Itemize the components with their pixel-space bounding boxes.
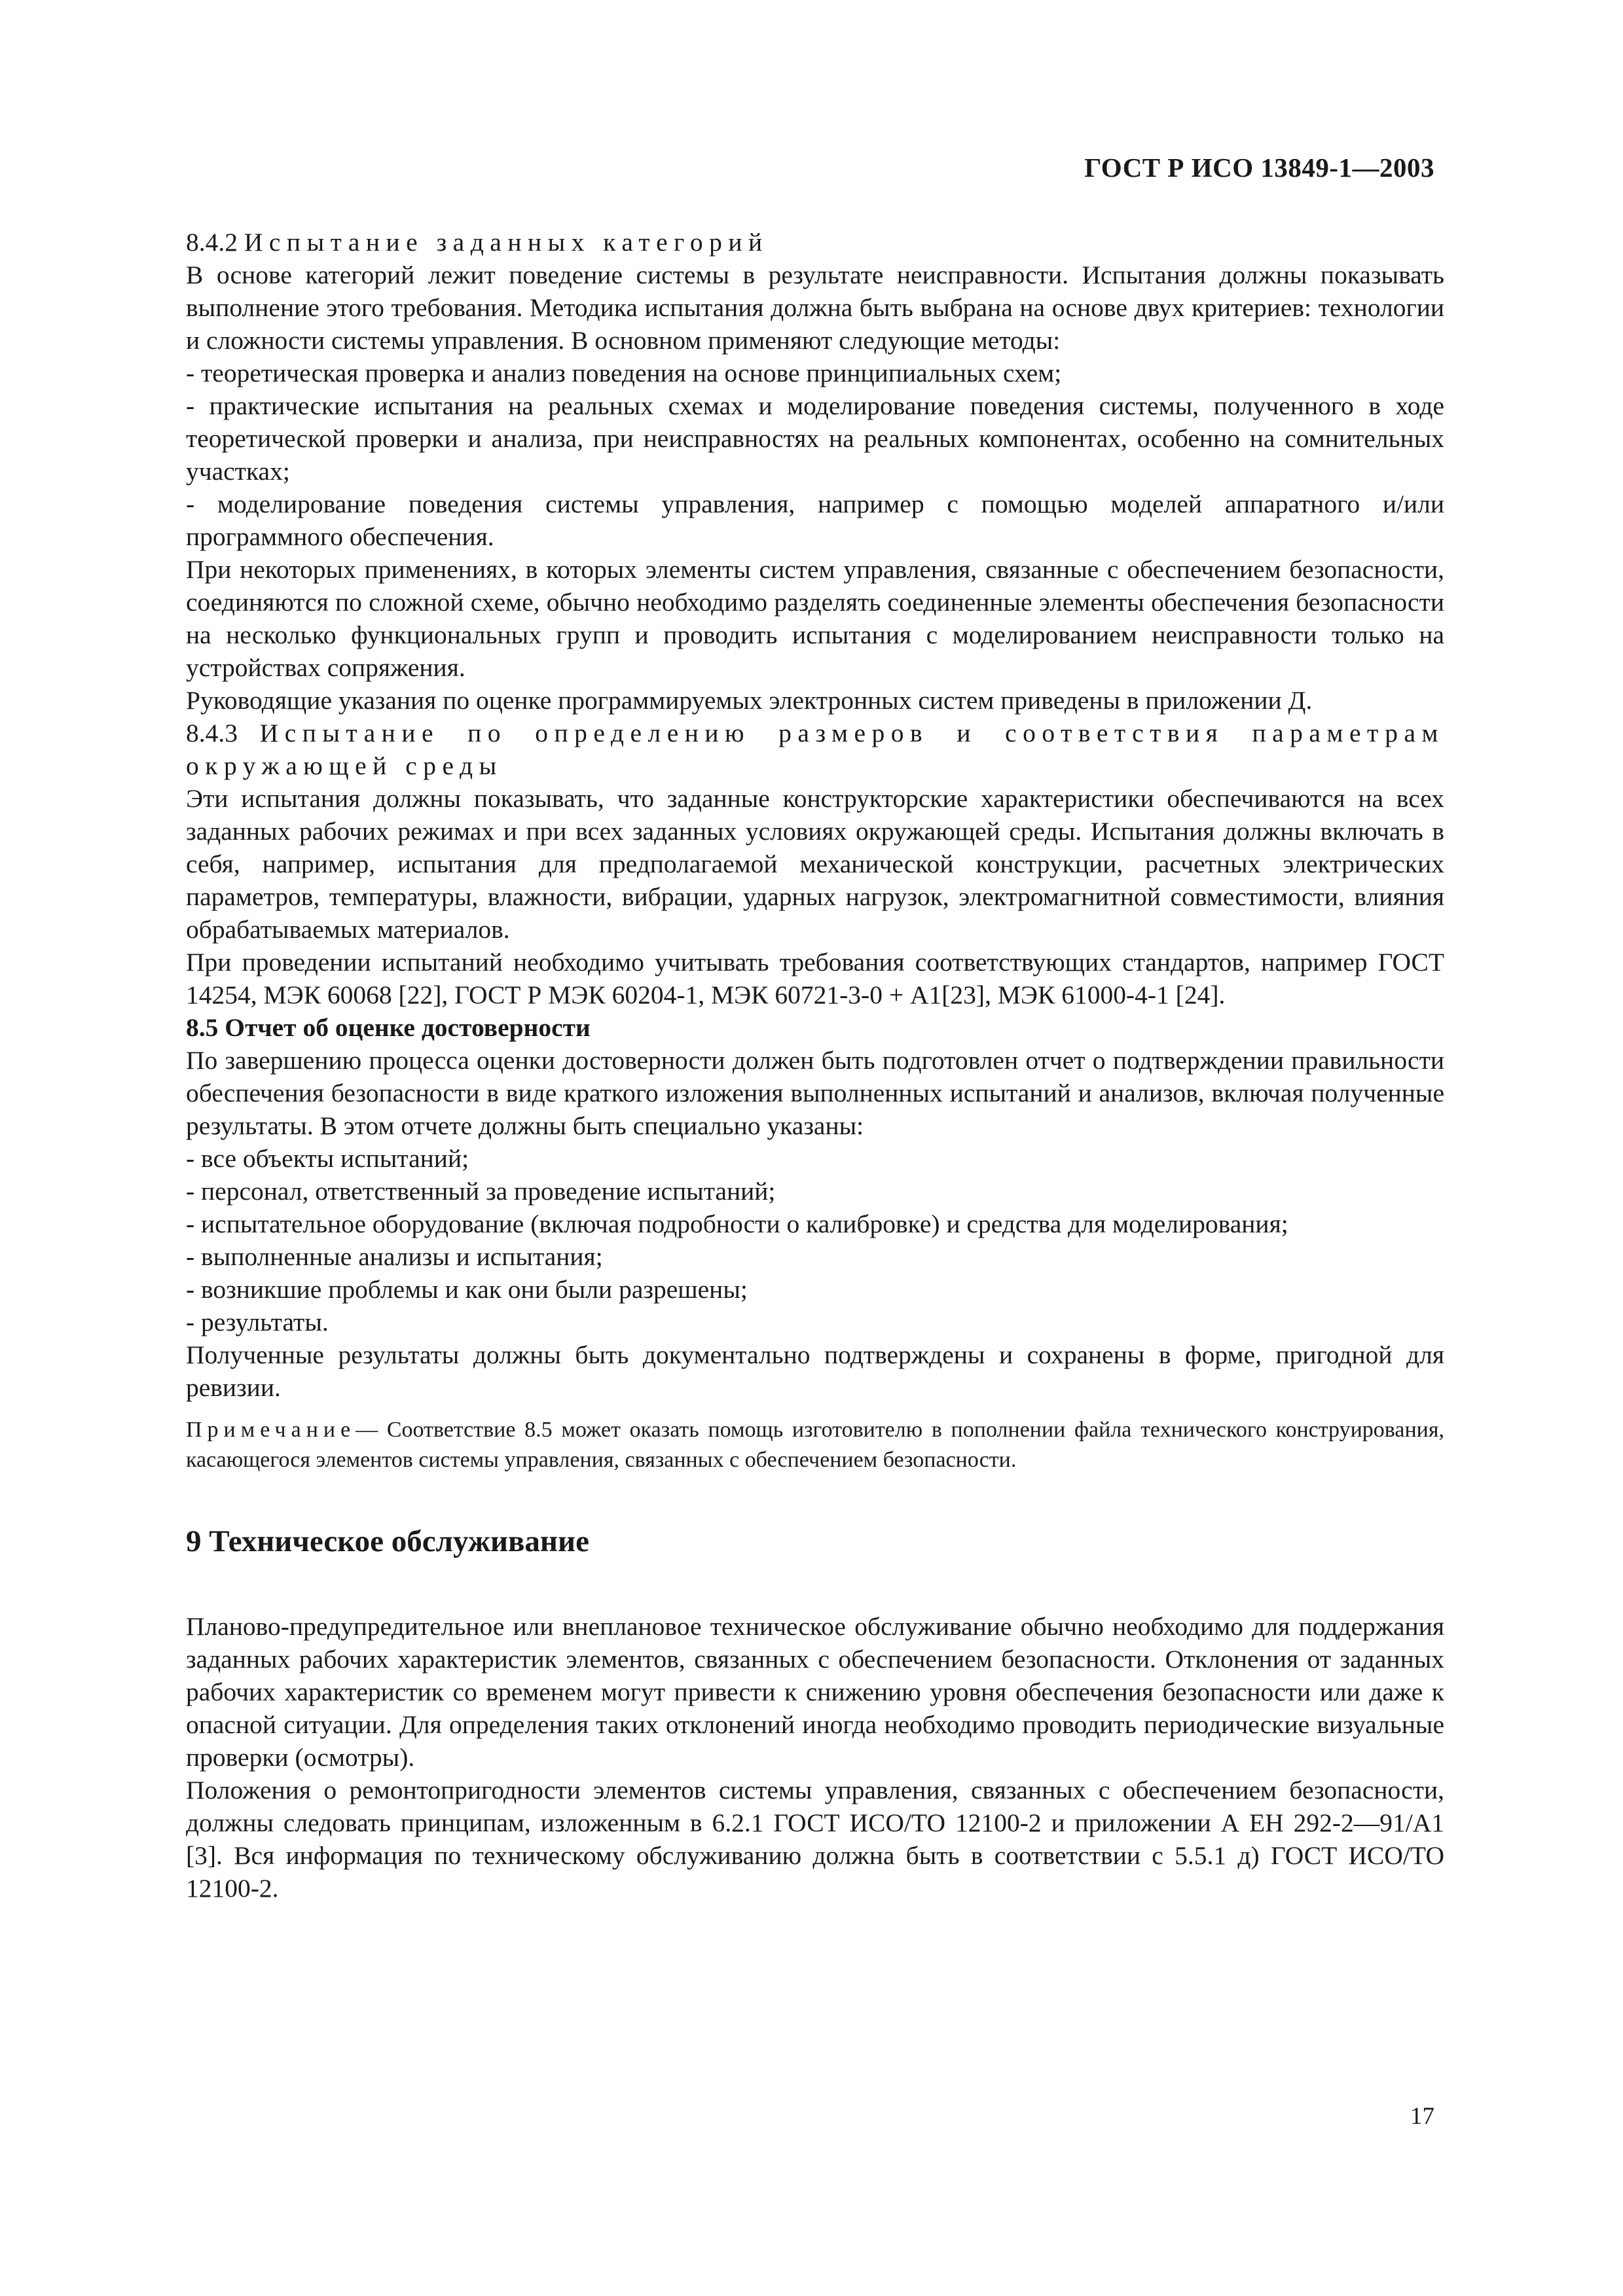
list-item: - результаты. [186, 1308, 329, 1336]
paragraph: Руководящие указания по оценке программируемых электронных систем приведены в приложении Д. [186, 686, 1313, 715]
subsection-number: 8.4.2 [186, 228, 238, 257]
note-text: — Соответствие 8.5 может оказать помощь изготовителю в пополнении файла технического конструирования, касающегося элементов системы управления, связанных с обеспечением безопасности. [186, 1418, 1444, 1472]
paragraph: При некоторых применениях, в которых элементы систем управления, связанные с обеспечением безопасности, соединяются по сложной схеме, обычно необходимо разделять соединенные элементы обеспечения безопасности на несколько функциональных групп и проводить испытания с моделированием неисправности только на устройствах сопряжения. [186, 555, 1444, 682]
paragraph: По завершению процесса оценки достоверности должен быть подготовлен отчет о подтверждении правильности обеспечения безопасности в виде краткого изложения выполненных испытаний и анализов, включая полученные результаты. В этом отчете должны быть специально указаны: [186, 1046, 1444, 1140]
subsection-title: Испытание по определению размеров и соответствия параметрам окружающей среды [186, 719, 1445, 780]
paragraph: Планово-предупредительное или внеплановое техническое обслуживание обычно необходимо для поддержания заданных рабочих характеристик элементов, связанных с обеспечением безопасности. Отклонения от заданных рабочих характеристик со временем могут привести к снижению уровня обеспечения безопасности или даже к опасной ситуации. Для определения таких отклонений иногда необходимо проводить периодические визуальные проверки (осмотры). [186, 1612, 1444, 1772]
list-item: - возникшие проблемы и как они были разрешены; [186, 1275, 748, 1304]
paragraph: В основе категорий лежит поведение системы в результате неисправности. Испытания должны показывать выполнение этого требования. Методика испытания должна быть выбрана на основе двух критериев: технологии и сложности системы управления. В основном применяют следующие методы: [186, 260, 1444, 355]
note [186, 1415, 1444, 1475]
note-label: Примечание [186, 1418, 356, 1442]
subsection-number: 8.4.3 [186, 719, 238, 747]
list-item: - практические испытания на реальных схемах и моделирование поведения системы, полученного в ходе теоретической проверки и анализа, при неисправностях на реальных компонентах, особенно на сомнительных участках; [186, 391, 1444, 486]
paragraph: Положения о ремонтопригодности элементов системы управления, связанных с обеспечением безопасности, должны следовать принципам, изложенным в 6.2.1 ГОСТ ИСО/ТО 12100-2 и приложении А ЕН 292-2—91/А1 [3]. Вся информация по техническому обслуживанию должна быть в соответствии с 5.5.1 д) ГОСТ ИСО/ТО 12100-2. [186, 1776, 1444, 1903]
paragraph: При проведении испытаний необходимо учитывать требования соответствующих стандартов, например ГОСТ 14254, МЭК 60068 [22], ГОСТ Р МЭК 60204-1, МЭК 60721-3-0 + А1[23], МЭК 61000-4-1 [24]. [186, 948, 1444, 1009]
list-item: - все объекты испытаний; [186, 1144, 469, 1173]
document-code-header: ГОСТ Р ИСО 13849-1—2003 [1084, 152, 1434, 183]
list-item: - выполненные анализы и испытания; [186, 1242, 603, 1271]
list-item: - теоретическая проверка и анализ поведения на основе принципиальных схем; [186, 359, 1062, 387]
subsection-title: Испытание заданных категорий [244, 228, 769, 257]
subsection-heading-8-5: 8.5 Отчет об оценке достоверности [186, 1013, 591, 1042]
list-item: - персонал, ответственный за проведение испытаний; [186, 1177, 776, 1206]
paragraph: Эти испытания должны показывать, что заданные конструкторские характеристики обеспечиваются на всех заданных рабочих режимах и при всех заданных условиях окружающей среды. Испытания должны включать в себя, например, испытания для предполагаемой механической конструкции, расчетных электрических параметров, температуры, влажности, вибрации, ударных нагрузок, электромагнитной совместимости, влияния обрабатываемых материалов. [186, 784, 1444, 944]
list-item: - моделирование поведения системы управления, например с помощью моделей аппаратного и/или программного обеспечения. [186, 490, 1444, 551]
paragraph: Полученные результаты должны быть документально подтверждены и сохранены в форме, пригодной для ревизии. [186, 1340, 1444, 1402]
page-number: 17 [1410, 2103, 1434, 2130]
section-title-9: 9 Техническое обслуживание [186, 1524, 589, 1558]
list-item: - испытательное оборудование (включая подробности о калибровке) и средства для моделирования; [186, 1210, 1288, 1238]
page-content [186, 226, 1444, 1905]
subsection-heading-8-4-3 [186, 717, 1444, 782]
subsection-heading-8-4-2 [186, 226, 1444, 259]
